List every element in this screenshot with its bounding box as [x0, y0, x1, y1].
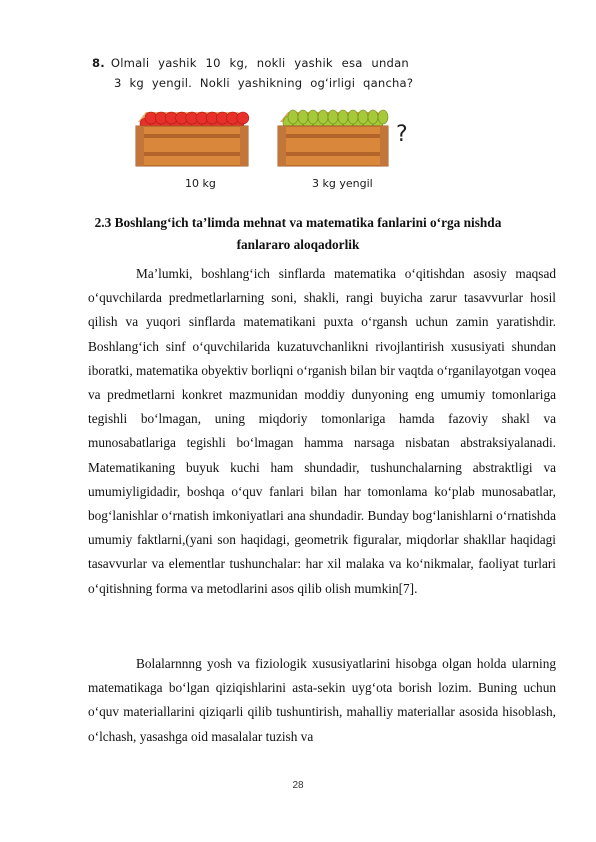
- crates-illustration: [130, 104, 390, 168]
- pear: [358, 110, 368, 124]
- pear: [328, 110, 338, 124]
- task-line-2: 3 kg yengil. Nokli yashikning og‘irligi qancha?: [114, 76, 414, 90]
- pear: [308, 110, 318, 124]
- pear: [348, 110, 358, 124]
- paragraph-2: Bolalarnnng yosh va fiziologik xususiyatlarini hisobga olgan holda ularning matematikaga bo‘lgan qiziqishlarini asta-sekin uyg‘ota borish lozim. Buning uchun o‘quv materiallarini qiziqarli qilib tushuntirish, mahalliy materiallar asosida hisoblash, o‘lchash, yasashga oid masalalar tuzish va: [88, 656, 556, 744]
- apple: [237, 112, 249, 124]
- section-heading: [60, 212, 536, 256]
- pear: [318, 110, 328, 124]
- task-number: 8.: [92, 56, 105, 70]
- task-text-1: Olmali yashik 10 kg, nokli yashik esa undan: [110, 56, 409, 70]
- pear-crate: [278, 110, 388, 166]
- heading-line-1: 2.3 Boshlang‘ich ta’limda mehnat va matematika fanlarini o‘rga nishda: [94, 215, 502, 230]
- pear: [338, 110, 348, 124]
- task-line-1: [92, 56, 409, 70]
- pear: [288, 110, 298, 124]
- apple-crate: [136, 112, 249, 166]
- page-number: 28: [292, 780, 304, 791]
- heading-line-2: fanlararo aloqadorlik: [236, 237, 360, 252]
- question-mark: ?: [396, 122, 408, 147]
- apple-crate-caption: 10 kg: [185, 177, 216, 190]
- pear: [368, 110, 378, 124]
- paragraph-1: Ma’lumki, boshlang‘ich sinflarda matematika o‘qitishdan asosiy maqsad o‘quvchilarda predmetlarlarning soni, shakli, rangi buyicha zarur tasavvurlar hosil qilish va yuqori sinflarda matematikani puxta o‘rgansh uchun zamin yaratishdir. Boshlang‘ich sinf o‘quvchilarida kuzatuvchanlikni rivojlantirish xususiyati shundan iboratki, matematika obyektiv borliqni o‘rganish bilan bir vaqtda o‘rganilayotgan voqea va predmetlarni konkret mazmunidan moddiy dunyoning eng umumiy tomonlariga tegishli bo‘lmagan, uning miqdoriy tomonlariga hamda fazoviy shakl va munosabatlariga tegishli bo‘lmagan hamma narsaga nisbatan abstraksiyalanadi. Matematikaning buyuk kuchi ham shundadir, tushunchalarning abstraktligi va umumiyligidadir, boshqa o‘quv fanlari bilan har tomonlama ko‘plab munosabatlar, bog‘lanishlar o‘rnatish imkoniyatlari ana shundadir. Bunday bog‘lanishlarni o‘rnatishda umumiy faktlarni,(yani son haqidagi, geometrik figuralar, miqdorlar shakllar haqidagi tasavvurlar va elementlar tushunchalar: har xil malaka va ko‘nikmalar, faoliyat turlari o‘qitishning forma va metodlarini asos qilib olish mumkin[7].: [88, 266, 556, 596]
- pear: [298, 110, 308, 124]
- pear-crate-caption: 3 kg yengil: [312, 177, 373, 190]
- pear: [378, 110, 388, 124]
